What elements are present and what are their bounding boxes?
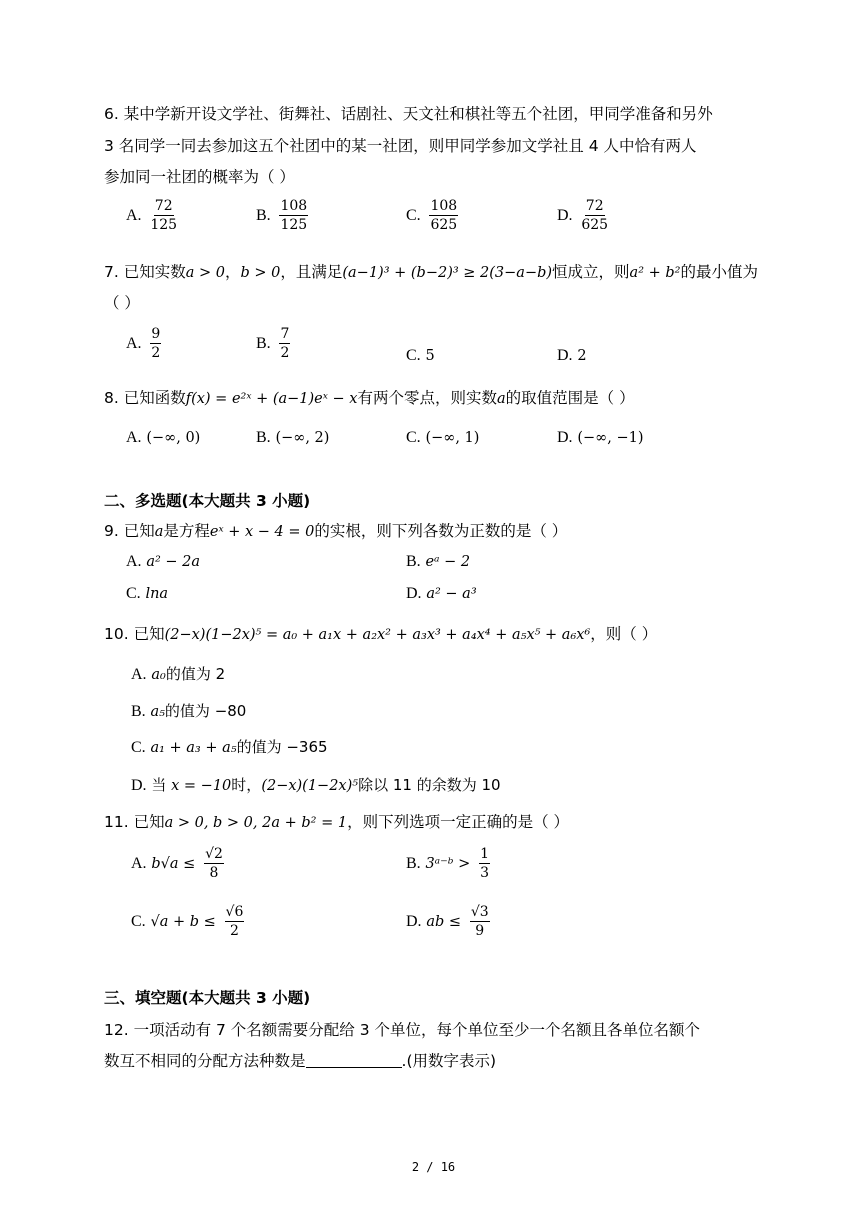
section-title-fill-in: 三、填空题(本大题共 3 小题) [104,989,311,1007]
q11-stem: 11. 已知a > 0, b > 0, 2a + b² = 1，则下列选项一定正确的是（ ） [104,813,569,831]
q7-option-a: A. $\frac{9}{2}$ [126,326,161,361]
q10-option-b: B. a₅的值为 −80 [131,702,247,720]
page-number: 2 / 16 [411,1160,456,1174]
q7-option-d: D. 2 [557,347,587,364]
q12-line2: 数互不相同的分配方法种数是 .(用数字表示) [104,1052,497,1070]
q11-option-a: A. b√a ≤ $\frac{√2}{8}$ [131,846,223,881]
q11-option-c: C. √a + b ≤ $\frac{√6}{2}$ [131,904,244,939]
q9-stem: 9. 已知a是方程eˣ + x − 4 = 0的实根，则下列各数为正数的是（ ） [104,522,568,540]
q8-option-d: D. (−∞, −1) [557,429,644,446]
q6-line2: 3 名同学一同去参加这五个社团中的某一社团，则甲同学参加文学社且 4 人中恰有两人 [104,137,697,155]
q12-line1: 12. 一项活动有 7 个名额需要分配给 3 个单位，每个单位至少一个名额且各单位名额个 [104,1021,701,1039]
q8-option-a: A. (−∞, 0) [126,429,201,446]
answer-blank[interactable] [306,1053,402,1068]
q11-option-b: B. 3ᵃ⁻ᵇ > $\frac{1}{3}$ [406,846,490,881]
q10-option-a: A. a₀的值为 2 [131,665,226,683]
q8-option-b: B. (−∞, 2) [256,429,330,446]
q9-option-c: C. lna [126,585,169,602]
q8-stem: 8. 已知函数f(x) = e²ˣ + (a−1)eˣ − x有两个零点，则实数a的取值范围是（ ） [104,389,635,407]
q10-option-d: D. 当 x = −10时，(2−x)(1−2x)⁵除以 11 的余数为 10 [131,776,501,794]
q7-option-b: B. $\frac{7}{2}$ [256,326,290,361]
q6-option-b: B. $\frac{108}{125}$ [256,198,308,233]
q9-option-d: D. a² − a³ [406,585,477,602]
q7-paren: （ ） [104,294,140,312]
q6-line1: 6. 某中学新开设文学社、街舞社、话剧社、天文社和棋社等五个社团，甲同学准备和另外 [104,105,713,123]
q6-option-a: A. $\frac{72}{125}$ [126,198,178,233]
q6-option-c: C. $\frac{108}{625}$ [406,198,458,233]
q8-option-c: C. (−∞, 1) [406,429,480,446]
q7-option-c: C. 5 [406,347,435,364]
q10-option-c: C. a₁ + a₃ + a₅的值为 −365 [131,738,328,756]
q10-stem: 10. 已知(2−x)(1−2x)⁵ = a₀ + a₁x + a₂x² + a₃x³ + a₄x⁴ + a₅x⁵ + a₆x⁶，则（ ） [104,625,658,643]
q7-stem: 7. 已知实数a > 0，b > 0，且满足(a−1)³ + (b−2)³ ≥ 2(3−a−b)恒成立，则a² + b²的最小值为 [104,263,758,281]
q11-option-d: D. ab ≤ $\frac{√3}{9}$ [406,904,489,939]
q6-line3: 参加同一社团的概率为（ ） [104,168,295,186]
q9-option-b: B. eᵃ − 2 [406,553,471,570]
section-title-multiple-choice: 二、多选题(本大题共 3 小题) [104,492,311,510]
q6-option-d: D. $\frac{72}{625}$ [557,198,609,233]
q9-option-a: A. a² − 2a [126,553,201,570]
